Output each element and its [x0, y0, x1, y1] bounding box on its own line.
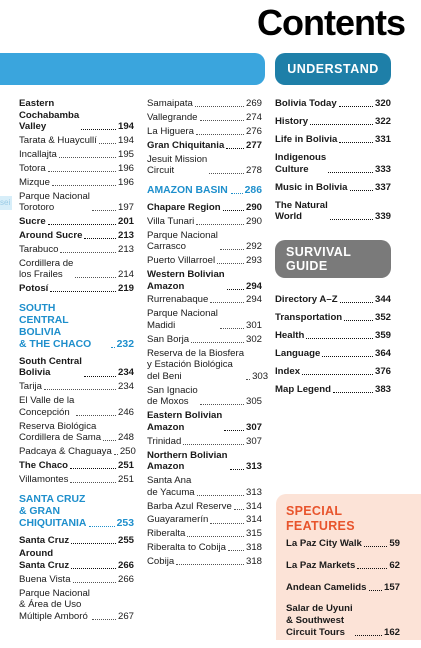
toc-entry-page: 314	[245, 500, 262, 512]
dot-leader	[59, 157, 116, 158]
toc-entry-title: Andean Camelids	[286, 581, 367, 593]
toc-entry[interactable]	[147, 98, 262, 110]
dot-leader	[89, 526, 114, 527]
section-page: 286	[244, 184, 262, 196]
toc-entry[interactable]	[275, 294, 391, 306]
toc-entry-page: 274	[245, 111, 262, 123]
dot-leader	[217, 263, 244, 264]
dot-leader	[228, 550, 244, 551]
toc-entry[interactable]	[147, 202, 262, 214]
toc-entry-title: Reserva de la Biosfera y Estación Biológica del Beni	[147, 347, 245, 382]
toc-entry-title: Parque Nacional Torotoro	[19, 190, 90, 214]
dot-leader	[357, 568, 387, 569]
toc-entry[interactable]	[275, 134, 391, 146]
dot-leader	[71, 568, 116, 569]
toc-entry-page: 313	[245, 461, 262, 473]
toc-entry-page: 339	[374, 211, 391, 223]
dot-leader	[364, 546, 387, 547]
toc-entry[interactable]	[147, 269, 262, 292]
toc-entry-title: Tarabuco	[19, 243, 59, 255]
toc-entry-page: 196	[117, 176, 134, 188]
dot-leader	[99, 143, 116, 144]
dot-leader	[339, 106, 373, 107]
toc-entry-title: Chapare Region	[147, 201, 221, 213]
dot-leader	[223, 210, 244, 211]
toc-entry-title: Eastern Bolivian Amazon	[147, 410, 223, 433]
toc-entry-page: 318	[245, 556, 262, 568]
toc-entry-page: 214	[117, 269, 134, 281]
toc-entry-page: 201	[117, 216, 134, 228]
toc-entry-title: Trinidad	[147, 435, 182, 447]
toc-entry[interactable]	[19, 244, 134, 256]
toc-entry-title: Incallajta	[19, 148, 57, 160]
dot-leader	[197, 495, 244, 496]
toc-entry-title: History	[275, 115, 309, 127]
dot-leader	[302, 374, 373, 375]
toc-entry-title: Language	[275, 347, 321, 359]
toc-entry-page: 320	[374, 98, 391, 109]
dot-leader	[92, 210, 116, 211]
section-title: AMAZON BASIN	[147, 184, 228, 196]
toc-entry-title: Bolivia Today	[275, 98, 337, 109]
toc-entry-page: 213	[117, 243, 134, 255]
dot-leader	[52, 185, 116, 186]
toc-entry-title: Western Bolivian Amazon	[147, 268, 225, 292]
toc-entry-title: Puerto Villarroel	[147, 255, 216, 267]
dot-leader	[195, 106, 244, 107]
toc-entry-title: Around Sucre	[19, 230, 83, 242]
toc-entry-page: 269	[245, 98, 262, 109]
toc-entry-page: 331	[374, 133, 391, 145]
toc-entry-page: 196	[117, 162, 134, 174]
dot-leader	[44, 389, 116, 390]
toc-entry[interactable]	[147, 556, 262, 568]
toc-entry-title: Santa Ana de Yacuma	[147, 475, 195, 498]
toc-entry[interactable]	[147, 216, 262, 228]
dot-leader	[196, 224, 244, 225]
toc-entry[interactable]	[286, 560, 400, 572]
dot-leader	[246, 379, 250, 380]
toc-entry-title: Music in Bolivia	[275, 181, 348, 193]
toc-entry[interactable]	[286, 603, 400, 638]
toc-entry-page: 213	[117, 230, 134, 242]
toc-entry[interactable]	[19, 460, 134, 472]
toc-entry[interactable]	[147, 308, 262, 331]
toc-entry-page: 266	[117, 560, 134, 572]
toc-entry-page: 194	[117, 135, 134, 147]
toc-entry[interactable]	[19, 98, 134, 133]
toc-entry-page: 248	[117, 432, 134, 444]
toc-entry[interactable]	[275, 200, 391, 223]
toc-entry-page: 307	[245, 435, 262, 447]
toc-entry-page: 364	[374, 347, 391, 359]
dot-leader	[340, 302, 373, 303]
dot-leader	[226, 148, 244, 149]
dot-leader	[310, 124, 373, 125]
dot-leader	[70, 468, 116, 469]
toc-entry-title: Reserva Biológica Cordillera de Sama	[19, 420, 102, 444]
toc-entry-page: 234	[117, 367, 134, 379]
section-page: 253	[116, 517, 134, 529]
dot-leader	[210, 523, 244, 524]
toc-entry[interactable]	[147, 230, 262, 253]
toc-entry-page: 276	[245, 125, 262, 137]
toc-entry-title: Samaipata	[147, 98, 193, 109]
toc-entry-title: Life in Bolivia	[275, 133, 338, 145]
toc-entry[interactable]	[19, 163, 134, 175]
toc-entry[interactable]	[147, 126, 262, 138]
toc-entry-title: Parque Nacional Carrasco	[147, 229, 218, 253]
toc-entry-page: 195	[117, 148, 134, 160]
toc-entry[interactable]	[19, 191, 134, 214]
toc-entry-title: La Paz Markets	[286, 559, 356, 571]
dot-leader	[200, 120, 244, 121]
dot-leader	[50, 291, 116, 292]
toc-entry-page: 59	[389, 538, 400, 549]
dot-leader	[220, 328, 244, 329]
toc-entry[interactable]	[147, 385, 262, 408]
special-features-list	[286, 538, 400, 648]
toc-entry[interactable]	[147, 475, 262, 498]
toc-entry[interactable]	[275, 348, 391, 360]
toc-entry-title: Jesuit Mission Circuit	[147, 153, 208, 177]
toc-entry-page: 219	[117, 283, 134, 295]
toc-entry[interactable]	[19, 548, 134, 571]
dot-leader	[209, 173, 244, 174]
dot-leader	[333, 392, 373, 393]
toc-entry[interactable]	[147, 140, 262, 152]
toc-entry-title: San Ignacio de Moxos	[147, 384, 198, 408]
toc-entry[interactable]	[19, 381, 134, 393]
toc-entry[interactable]	[147, 347, 269, 383]
dot-leader	[191, 342, 244, 343]
toc-entry-page: 359	[374, 329, 391, 341]
toc-entry-page: 333	[374, 163, 391, 175]
toc-entry[interactable]	[275, 116, 391, 128]
toc-entry-page: 250	[119, 446, 136, 458]
toc-entry[interactable]	[147, 410, 262, 433]
dot-leader	[230, 469, 244, 470]
dot-leader	[322, 356, 373, 357]
toc-entry-title: San Borja	[147, 333, 190, 345]
dot-leader	[111, 347, 115, 348]
toc-entry-title: La Paz City Walk	[286, 538, 362, 549]
section-title: SANTA CRUZ & GRAN CHIQUITANIA	[19, 493, 87, 529]
toc-entry-page: 318	[245, 542, 262, 554]
toc-section-heading[interactable]	[19, 303, 134, 351]
understand-header: UNDERSTAND	[275, 53, 391, 85]
toc-entry[interactable]	[19, 446, 134, 458]
toc-entry[interactable]	[147, 501, 262, 513]
toc-entry-page: 294	[245, 280, 262, 292]
toc-entry-page: 322	[374, 115, 391, 127]
dot-leader	[114, 454, 118, 455]
section-color-bar	[0, 53, 265, 85]
toc-entry-page: 278	[245, 165, 262, 177]
toc-entry-title: Buena Vista	[19, 573, 71, 585]
toc-entry[interactable]	[19, 356, 134, 379]
toc-entry-page: 352	[374, 311, 391, 323]
toc-entry-title: Villa Tunari	[147, 215, 195, 227]
toc-entry[interactable]	[147, 450, 262, 473]
toc-entry[interactable]	[147, 112, 262, 124]
toc-entry-title: South Central Bolivia	[19, 355, 82, 379]
toc-entry[interactable]	[275, 330, 391, 342]
dot-leader	[92, 619, 116, 620]
toc-entry-title: Santa Cruz	[19, 534, 70, 546]
toc-entry-title: Barba Azul Reserve	[147, 500, 232, 512]
toc-entry[interactable]	[19, 258, 134, 281]
toc-entry-title: Tarata & Huaycullí	[19, 135, 97, 147]
toc-entry-page: 305	[245, 396, 262, 408]
toc-entry[interactable]	[275, 312, 391, 324]
toc-entry-title: Health	[275, 329, 305, 341]
toc-entry[interactable]	[275, 366, 391, 378]
toc-entry[interactable]	[19, 574, 134, 586]
dot-leader	[224, 430, 244, 431]
dot-leader	[220, 249, 244, 250]
toc-column-1	[19, 98, 134, 625]
toc-entry[interactable]	[286, 538, 400, 550]
toc-entry-page: 337	[374, 181, 391, 193]
section-title: SOUTH CENTRAL BOLIVIA & THE CHACO	[19, 302, 92, 350]
toc-entry[interactable]	[286, 582, 400, 594]
toc-entry-title: Parque Nacional Madidi	[147, 308, 218, 331]
toc-entry[interactable]	[147, 154, 262, 177]
dot-leader	[183, 444, 244, 445]
toc-entry-page: 157	[383, 581, 400, 593]
toc-entry[interactable]	[19, 135, 134, 147]
dot-leader	[60, 252, 116, 253]
toc-entry-title: Eastern Cochabamba Valley	[19, 98, 80, 133]
toc-entry[interactable]	[19, 588, 134, 623]
toc-entry-title: Parque Nacional & Área de Uso Múltiple Amboró	[19, 587, 90, 623]
toc-entry-page: 162	[383, 626, 400, 638]
dot-leader	[231, 193, 243, 194]
toc-section-heading[interactable]	[19, 494, 134, 530]
toc-entry-page: 246	[117, 406, 134, 418]
dot-leader	[48, 171, 116, 172]
toc-entry-title: Totora	[19, 162, 46, 174]
section-page: 232	[116, 338, 134, 350]
toc-entry[interactable]	[147, 528, 262, 540]
dot-leader	[196, 134, 244, 135]
side-tab: sei	[0, 196, 12, 210]
dot-leader	[227, 289, 244, 290]
toc-entry-page: 307	[245, 421, 262, 433]
dot-leader	[369, 590, 382, 591]
toc-entry-page: 294	[245, 294, 262, 306]
toc-entry-page: 251	[117, 474, 134, 485]
survival-guide-list	[275, 294, 391, 402]
toc-entry-page: 194	[117, 121, 134, 133]
dot-leader	[350, 190, 373, 191]
toc-entry-page: 313	[245, 486, 262, 498]
dot-leader	[84, 238, 116, 239]
page-title: Contents	[257, 2, 405, 43]
toc-entry-title: Cordillera de los Frailes	[19, 257, 74, 281]
toc-entry-title: The Chaco	[19, 460, 69, 472]
dot-leader	[339, 142, 373, 143]
dot-leader	[76, 415, 116, 416]
dot-leader	[306, 338, 373, 339]
toc-entry-title: Rurrenabaque	[147, 294, 209, 306]
dot-leader	[70, 482, 116, 483]
toc-entry[interactable]	[19, 535, 134, 547]
toc-entry[interactable]	[19, 230, 134, 242]
toc-entry-page: 266	[117, 573, 134, 585]
toc-entry-page: 255	[117, 534, 134, 546]
toc-entry[interactable]	[147, 542, 262, 554]
toc-entry-page: 315	[245, 528, 262, 540]
toc-entry-title: Villamontes	[19, 474, 69, 485]
dot-leader	[344, 320, 373, 321]
toc-entry-title: Riberalta to Cobija	[147, 542, 226, 554]
toc-entry[interactable]	[275, 98, 391, 110]
toc-entry-page: 314	[245, 514, 262, 526]
toc-entry-page: 301	[245, 319, 262, 331]
toc-entry-title: Salar de Uyuni & Southwest Circuit Tours	[286, 603, 353, 638]
dot-leader	[75, 277, 116, 278]
toc-entry-title: Around Santa Cruz	[19, 548, 70, 572]
toc-entry[interactable]	[19, 177, 134, 189]
dot-leader	[328, 172, 373, 173]
toc-entry-title: Guayaramerín	[147, 514, 209, 526]
toc-entry-page: 376	[374, 365, 391, 377]
dot-leader	[200, 404, 244, 405]
dot-leader	[84, 376, 116, 377]
toc-entry-title: Cobija	[147, 556, 175, 568]
toc-entry-title: Tarija	[19, 381, 42, 393]
toc-entry-page: 302	[245, 333, 262, 345]
toc-entry-title: Index	[275, 365, 301, 377]
toc-entry[interactable]	[19, 149, 134, 161]
toc-entry[interactable]	[147, 514, 262, 526]
toc-entry-title: Map Legend	[275, 383, 331, 395]
toc-entry-page: 197	[117, 202, 134, 214]
toc-entry-title: La Higuera	[147, 125, 194, 137]
toc-entry-title: Gran Chiquitania	[147, 139, 225, 151]
understand-list	[275, 98, 391, 229]
dot-leader	[73, 582, 116, 583]
toc-entry-page: 293	[245, 255, 262, 267]
toc-entry[interactable]	[275, 384, 391, 396]
toc-entry-title: Indigenous Culture	[275, 151, 327, 175]
toc-entry-title: The Natural World	[275, 199, 328, 223]
toc-entry[interactable]	[147, 294, 262, 306]
toc-entry-page: 344	[374, 294, 391, 305]
toc-entry-title: Vallegrande	[147, 111, 198, 123]
toc-entry[interactable]	[19, 395, 134, 418]
toc-entry-page: 251	[117, 460, 134, 472]
toc-entry-title: Potosí	[19, 283, 49, 295]
dot-leader	[355, 635, 382, 636]
toc-entry-page: 62	[389, 559, 400, 571]
toc-column-2	[147, 98, 269, 570]
toc-entry-title: Transportation	[275, 311, 343, 323]
toc-entry-title: Riberalta	[147, 528, 186, 540]
dot-leader	[48, 224, 116, 225]
toc-entry-page: 277	[245, 139, 262, 151]
toc-entry[interactable]	[275, 182, 391, 194]
toc-entry-title: Mizque	[19, 176, 50, 188]
toc-section-heading[interactable]	[147, 185, 262, 197]
toc-entry-title: El Valle de la Concepción	[19, 395, 75, 418]
special-features-header: SPECIAL FEATURES	[286, 504, 355, 533]
dot-leader	[234, 509, 244, 510]
toc-entry[interactable]	[19, 421, 134, 444]
dot-leader	[71, 543, 116, 544]
dot-leader	[81, 129, 116, 130]
toc-entry[interactable]	[147, 255, 262, 267]
toc-entry-page: 290	[245, 215, 262, 227]
toc-entry[interactable]	[19, 474, 134, 486]
toc-entry-page: 383	[374, 383, 391, 395]
toc-entry[interactable]	[147, 436, 262, 448]
survival-guide-header: SURVIVAL GUIDE	[275, 240, 391, 278]
toc-entry-title: Directory A–Z	[275, 294, 338, 305]
toc-entry[interactable]	[147, 334, 262, 346]
toc-entry-page: 267	[117, 611, 134, 623]
toc-entry[interactable]	[19, 283, 134, 295]
dot-leader	[330, 219, 373, 220]
toc-entry-title: Northern Bolivian Amazon	[147, 449, 228, 473]
dot-leader	[176, 564, 244, 565]
toc-entry-title: Padcaya & Chaguaya	[19, 446, 112, 458]
toc-entry-page: 234	[117, 381, 134, 393]
toc-entry[interactable]	[275, 152, 391, 175]
toc-entry-page: 303	[252, 370, 269, 382]
dot-leader	[187, 536, 244, 537]
toc-entry-page: 292	[245, 241, 262, 253]
toc-entry[interactable]	[19, 216, 134, 228]
toc-entry-page: 290	[245, 201, 262, 213]
dot-leader	[103, 440, 116, 441]
dot-leader	[210, 302, 244, 303]
toc-entry-title: Sucre	[19, 216, 46, 228]
